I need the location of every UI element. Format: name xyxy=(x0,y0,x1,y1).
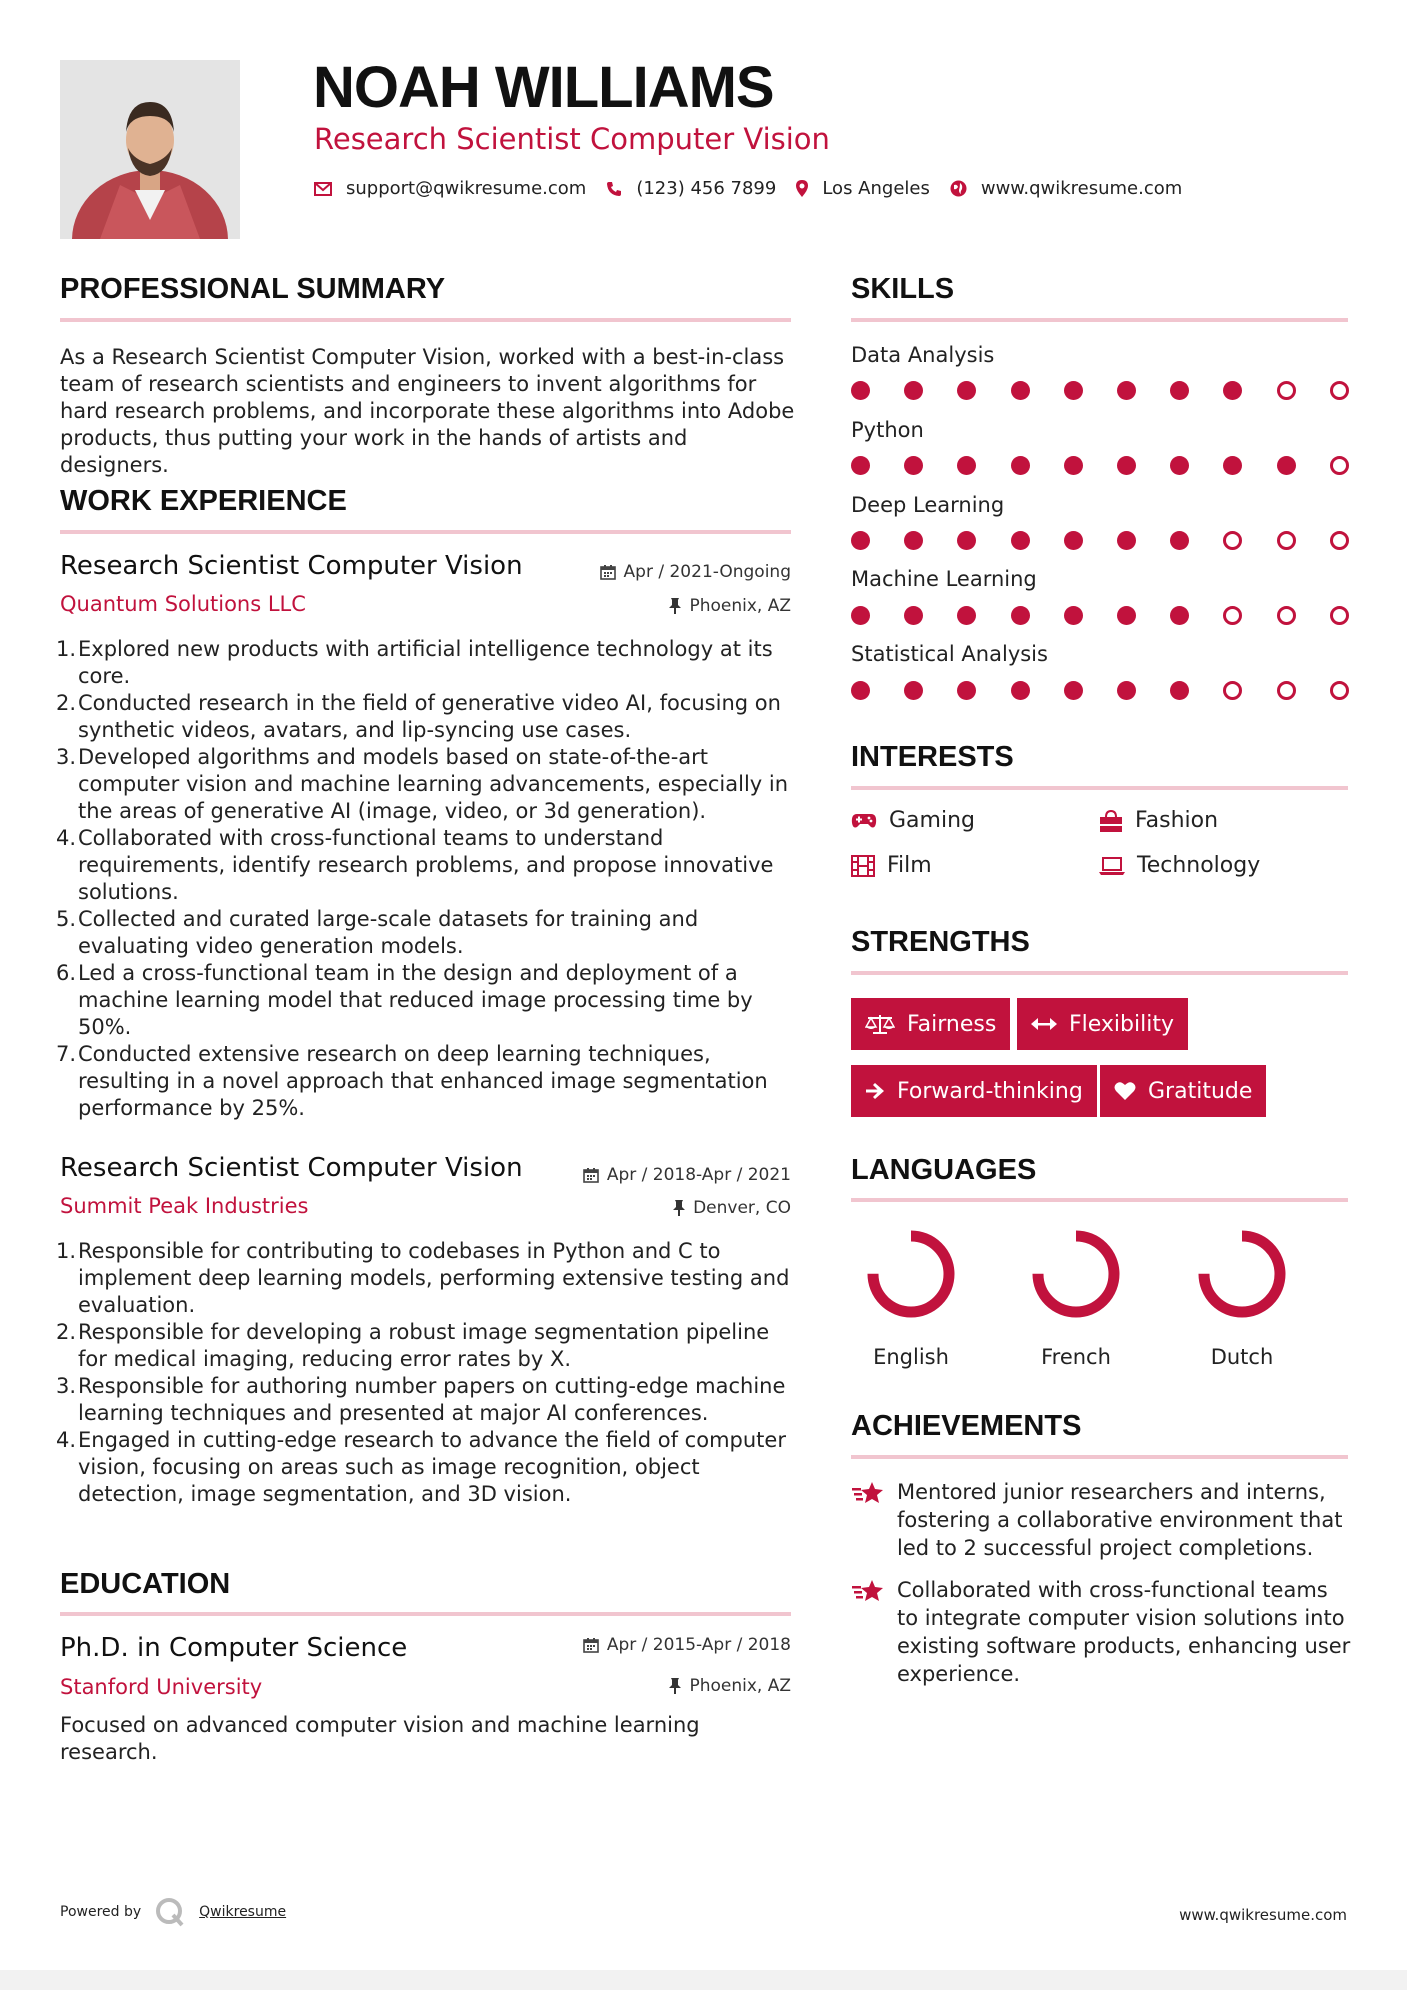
skill-name: Data Analysis xyxy=(851,343,995,367)
skill-dot-filled xyxy=(1117,606,1136,625)
gamepad-icon xyxy=(851,812,877,830)
skill-dot-filled xyxy=(851,456,870,475)
skill-dot-filled xyxy=(1223,381,1242,400)
skill-rating xyxy=(851,456,1351,476)
skill-dot-filled xyxy=(1064,606,1083,625)
strength-tag: Forward-thinking xyxy=(851,1065,1097,1117)
languages-divider xyxy=(851,1198,1348,1202)
strengths-heading: STRENGTHS xyxy=(851,926,1030,958)
skill-dot-filled xyxy=(1117,531,1136,550)
strength-tag: Gratitude xyxy=(1100,1065,1266,1117)
qwikresume-link[interactable]: Qwikresume xyxy=(199,1904,287,1920)
education-location-text: Phoenix, AZ xyxy=(689,1676,791,1696)
interests-divider xyxy=(851,786,1348,790)
job-dates-text: Apr / 2021-Ongoing xyxy=(623,562,791,582)
skill-dot-filled xyxy=(851,381,870,400)
email-text: support@qwikresume.com xyxy=(346,178,587,199)
skill-dot-filled xyxy=(904,456,923,475)
film-icon xyxy=(851,855,875,877)
skill-dot-empty xyxy=(1223,531,1242,550)
language-name: English xyxy=(873,1345,949,1369)
calendar-icon xyxy=(583,1637,599,1653)
skill-dot-filled xyxy=(1117,681,1136,700)
language-item xyxy=(851,1225,971,1369)
skill-dot-filled xyxy=(851,531,870,550)
language-gauge xyxy=(1027,1225,1125,1323)
education-description: Focused on advanced computer vision and machine learning research. xyxy=(60,1713,700,1764)
strength-tag: Flexibility xyxy=(1017,998,1188,1050)
laptop-icon xyxy=(1099,856,1125,876)
skill-dot-filled xyxy=(1011,606,1030,625)
education-divider xyxy=(60,1612,791,1616)
interests-heading: INTERESTS xyxy=(851,741,1014,773)
candidate-role: Research Scientist Computer Vision xyxy=(314,122,830,156)
bottom-band xyxy=(0,1970,1407,1990)
education-heading: EDUCATION xyxy=(60,1568,231,1600)
arrow-right-icon xyxy=(865,1082,885,1100)
contact-location xyxy=(796,178,930,199)
language-item xyxy=(1016,1225,1136,1369)
calendar-icon xyxy=(600,564,616,580)
pushpin-icon xyxy=(669,1678,681,1694)
job-title: Research Scientist Computer Vision xyxy=(60,1153,523,1183)
list-item: 3. Developed algorithms and models based on state-of-the-art computer vision and machine learning advancements, especially in the areas of generative AI (image, video, or 3d generation). xyxy=(56,745,789,823)
list-item: 2. Conducted research in the field of generative video AI, focusing on synthetic videos, avatars, and lip-syncing use cases. xyxy=(56,691,781,742)
skill-dot-filled xyxy=(1223,456,1242,475)
trophy-star-icon xyxy=(851,1578,885,1604)
job-bullets xyxy=(56,1238,790,1508)
list-item: 3. Responsible for authoring number papers on cutting-edge machine learning techniques and presented at major AI conferences. xyxy=(56,1374,786,1425)
summary-text: As a Research Scientist Computer Vision, worked with a best-in-class team of research scientists and engineers to invent algorithms for hard research problems, and incorporate these algorithms into Adobe products, thus putting your work in the hands of artists and designers. xyxy=(60,345,795,477)
school-name: Stanford University xyxy=(60,1675,263,1699)
calendar-icon xyxy=(583,1167,599,1183)
skill-dot-filled xyxy=(904,606,923,625)
skill-rating xyxy=(851,381,1351,401)
achievements-divider xyxy=(851,1455,1348,1459)
skill-dot-empty xyxy=(1277,681,1296,700)
job-dates-text: Apr / 2018-Apr / 2021 xyxy=(606,1165,791,1185)
language-gauge-arc xyxy=(1204,1236,1280,1312)
skill-rating xyxy=(851,531,1351,551)
achievement-item: Mentored junior researchers and interns, fostering a collaborative environment that led to 2 successful project completions. xyxy=(851,1478,1351,1562)
list-item: 7. Conducted extensive research on deep learning techniques, resulting in a novel approach that enhanced image segmentation performance by 25%. xyxy=(56,1042,768,1120)
achievements-heading: ACHIEVEMENTS xyxy=(851,1410,1082,1442)
pushpin-icon xyxy=(673,1200,685,1216)
job-location-text: Denver, CO xyxy=(693,1198,791,1218)
language-item xyxy=(1182,1225,1302,1369)
skill-name: Machine Learning xyxy=(851,567,1037,591)
skill-dot-empty xyxy=(1223,681,1242,700)
heart-icon xyxy=(1114,1081,1136,1101)
skill-dot-filled xyxy=(1011,381,1030,400)
skill-dot-filled xyxy=(957,381,976,400)
job-dates xyxy=(583,1165,791,1185)
job-location xyxy=(669,596,791,616)
list-item: 5. Collected and curated large-scale datasets for training and evaluating video generation models. xyxy=(56,907,699,958)
achievement-item: Collaborated with cross-functional teams to integrate computer vision solutions into existing software products, enhancing user experience. xyxy=(851,1576,1351,1688)
skill-dot-empty xyxy=(1277,381,1296,400)
experience-divider xyxy=(60,530,791,534)
skill-dot-filled xyxy=(1064,681,1083,700)
list-item: 2. Responsible for developing a robust image segmentation pipeline for medical imaging, reducing error rates by X. xyxy=(56,1320,770,1371)
skill-name: Statistical Analysis xyxy=(851,642,1048,666)
skill-dot-empty xyxy=(1330,531,1349,550)
skill-dot-filled xyxy=(1011,681,1030,700)
summary-heading: PROFESSIONAL SUMMARY xyxy=(60,273,446,305)
skill-dot-empty xyxy=(1330,456,1349,475)
skill-dot-empty xyxy=(1330,681,1349,700)
job-title: Research Scientist Computer Vision xyxy=(60,551,523,581)
summary-divider xyxy=(60,318,791,322)
skill-rating xyxy=(851,606,1351,626)
skill-dot-filled xyxy=(851,681,870,700)
profile-photo xyxy=(60,60,240,239)
skill-dot-filled xyxy=(1011,456,1030,475)
skill-name: Deep Learning xyxy=(851,493,1005,517)
skill-dot-empty xyxy=(1277,606,1296,625)
shopping-bag-icon xyxy=(1099,810,1123,832)
pushpin-icon xyxy=(669,598,681,614)
contact-bar xyxy=(314,178,1202,199)
job-location xyxy=(673,1198,791,1218)
skill-dot-filled xyxy=(1064,531,1083,550)
interest-item: Film xyxy=(851,853,932,878)
skill-dot-filled xyxy=(957,681,976,700)
skill-dot-filled xyxy=(957,606,976,625)
skill-dot-empty xyxy=(1223,606,1242,625)
balance-scale-icon xyxy=(865,1013,895,1035)
skill-dot-filled xyxy=(1170,381,1189,400)
list-item: 6. Led a cross-functional team in the design and deployment of a machine learning model that reduced image processing time by 50%. xyxy=(56,961,753,1039)
list-item: 4. Collaborated with cross-functional teams to understand requirements, identify research problems, and propose innovative solutions. xyxy=(56,826,774,904)
skill-dot-filled xyxy=(1064,381,1083,400)
interest-item: Technology xyxy=(1099,853,1260,878)
interest-item: Gaming xyxy=(851,808,975,833)
arrows-h-icon xyxy=(1031,1017,1057,1031)
job-company: Quantum Solutions LLC xyxy=(60,592,306,616)
qwikresume-logo-icon xyxy=(155,1897,185,1927)
job-dates xyxy=(600,562,791,582)
education-location xyxy=(669,1676,791,1696)
contact-website[interactable] xyxy=(950,178,1182,199)
footer-website[interactable]: www.qwikresume.com xyxy=(1179,1906,1347,1924)
skill-dot-filled xyxy=(1064,456,1083,475)
candidate-name: NOAH WILLIAMS xyxy=(313,55,774,120)
skill-rating xyxy=(851,681,1351,701)
job-bullets xyxy=(56,636,790,1122)
skill-dot-filled xyxy=(904,531,923,550)
trophy-star-icon xyxy=(851,1480,885,1506)
skill-dot-filled xyxy=(1117,456,1136,475)
education-dates-text: Apr / 2015-Apr / 2018 xyxy=(606,1635,791,1655)
skill-dot-empty xyxy=(1330,606,1349,625)
language-name: Dutch xyxy=(1210,1345,1274,1369)
language-gauge xyxy=(862,1225,960,1323)
skill-dot-filled xyxy=(1170,531,1189,550)
skills-divider xyxy=(851,318,1348,322)
skill-dot-filled xyxy=(1011,531,1030,550)
experience-heading: WORK EXPERIENCE xyxy=(60,485,347,517)
interest-item: Fashion xyxy=(1099,808,1218,833)
language-name: French xyxy=(1041,1345,1111,1369)
list-item: 1. Explored new products with artificial intelligence technology at its core. xyxy=(56,637,773,688)
skill-name: Python xyxy=(851,418,924,442)
language-gauge-arc xyxy=(873,1236,949,1312)
list-item: 4. Engaged in cutting-edge research to advance the field of computer vision, focusing on areas such as image recognition, object detection, image segmentation, and 3D vision. xyxy=(56,1428,786,1506)
skill-dot-filled xyxy=(1117,381,1136,400)
envelope-icon xyxy=(314,182,332,196)
strength-tag: Fairness xyxy=(851,998,1010,1050)
skill-dot-filled xyxy=(957,456,976,475)
strengths-divider xyxy=(851,971,1348,975)
language-gauge-arc xyxy=(1038,1236,1114,1312)
skill-dot-filled xyxy=(957,531,976,550)
skill-dot-filled xyxy=(1277,456,1296,475)
map-marker-icon xyxy=(796,180,808,197)
degree-title: Ph.D. in Computer Science xyxy=(60,1633,408,1663)
job-location-text: Phoenix, AZ xyxy=(689,596,791,616)
list-item: 1. Responsible for contributing to codebases in Python and C to implement deep learning models, performing extensive testing and evaluation. xyxy=(56,1239,790,1317)
footer-powered-by: Powered by Qwikresume xyxy=(60,1897,286,1927)
job-company: Summit Peak Industries xyxy=(60,1194,309,1218)
skill-dot-filled xyxy=(1170,606,1189,625)
skill-dot-filled xyxy=(851,606,870,625)
location-text: Los Angeles xyxy=(822,178,930,199)
skill-dot-empty xyxy=(1277,531,1296,550)
phone-text: (123) 456 7899 xyxy=(636,178,777,199)
education-dates xyxy=(583,1635,791,1655)
languages-heading: LANGUAGES xyxy=(851,1154,1037,1186)
skill-dot-filled xyxy=(904,381,923,400)
contact-phone[interactable] xyxy=(606,178,776,199)
globe-icon xyxy=(950,180,967,197)
skill-dot-filled xyxy=(1170,456,1189,475)
skill-dot-filled xyxy=(904,681,923,700)
contact-email[interactable] xyxy=(314,178,586,199)
skills-heading: SKILLS xyxy=(851,273,955,305)
website-text: www.qwikresume.com xyxy=(980,178,1183,199)
phone-icon xyxy=(606,181,622,197)
skill-dot-empty xyxy=(1330,381,1349,400)
language-gauge xyxy=(1193,1225,1291,1323)
skill-dot-filled xyxy=(1170,681,1189,700)
